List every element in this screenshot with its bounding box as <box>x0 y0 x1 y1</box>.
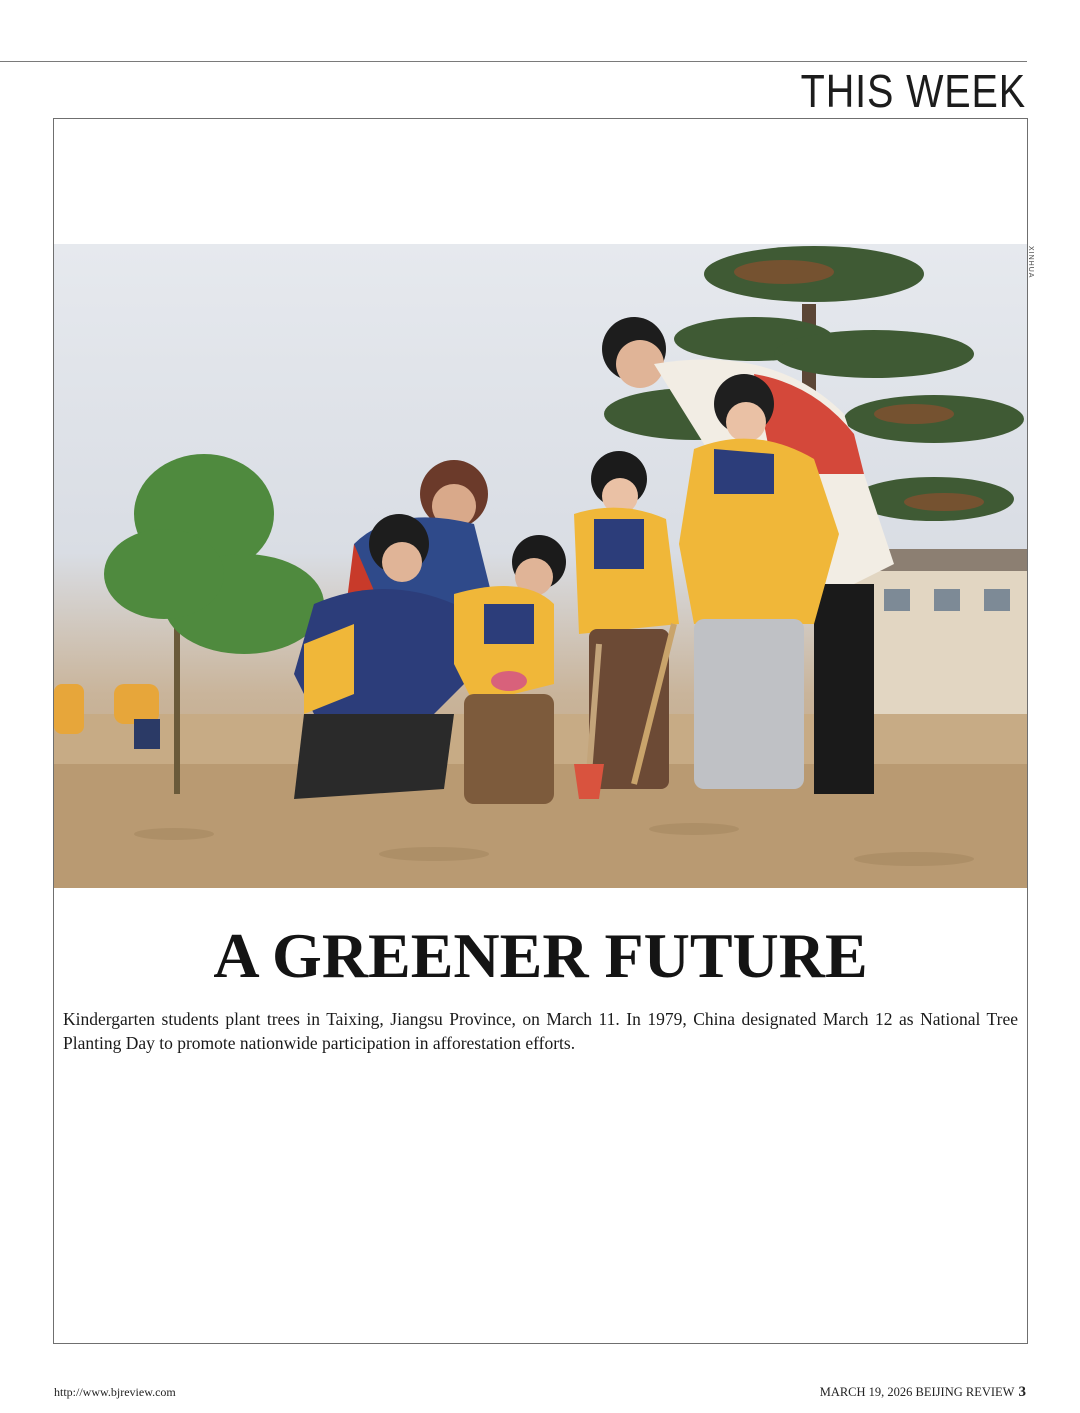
photo-illustration <box>54 244 1027 888</box>
page-number: 3 <box>1018 1384 1026 1400</box>
feature-photo <box>54 244 1027 888</box>
photo-credit: XINHUA <box>1027 246 1034 279</box>
section-label: THIS WEEK <box>800 65 1026 117</box>
article-headline: A GREENER FUTURE <box>213 920 868 991</box>
footer-issue-text: MARCH 19, 2026 BEIJING REVIEW <box>819 1385 1015 1399</box>
footer-url[interactable]: http://www.bjreview.com <box>54 1385 176 1399</box>
article-caption: Kindergarten students plant trees in Taixing, Jiangsu Province, on March 11. In 1979, China designated March 12 as National Tree Planting Day to promote nationwide participation in afforestation efforts. <box>63 1009 1018 1053</box>
footer-issue <box>820 1384 1026 1401</box>
